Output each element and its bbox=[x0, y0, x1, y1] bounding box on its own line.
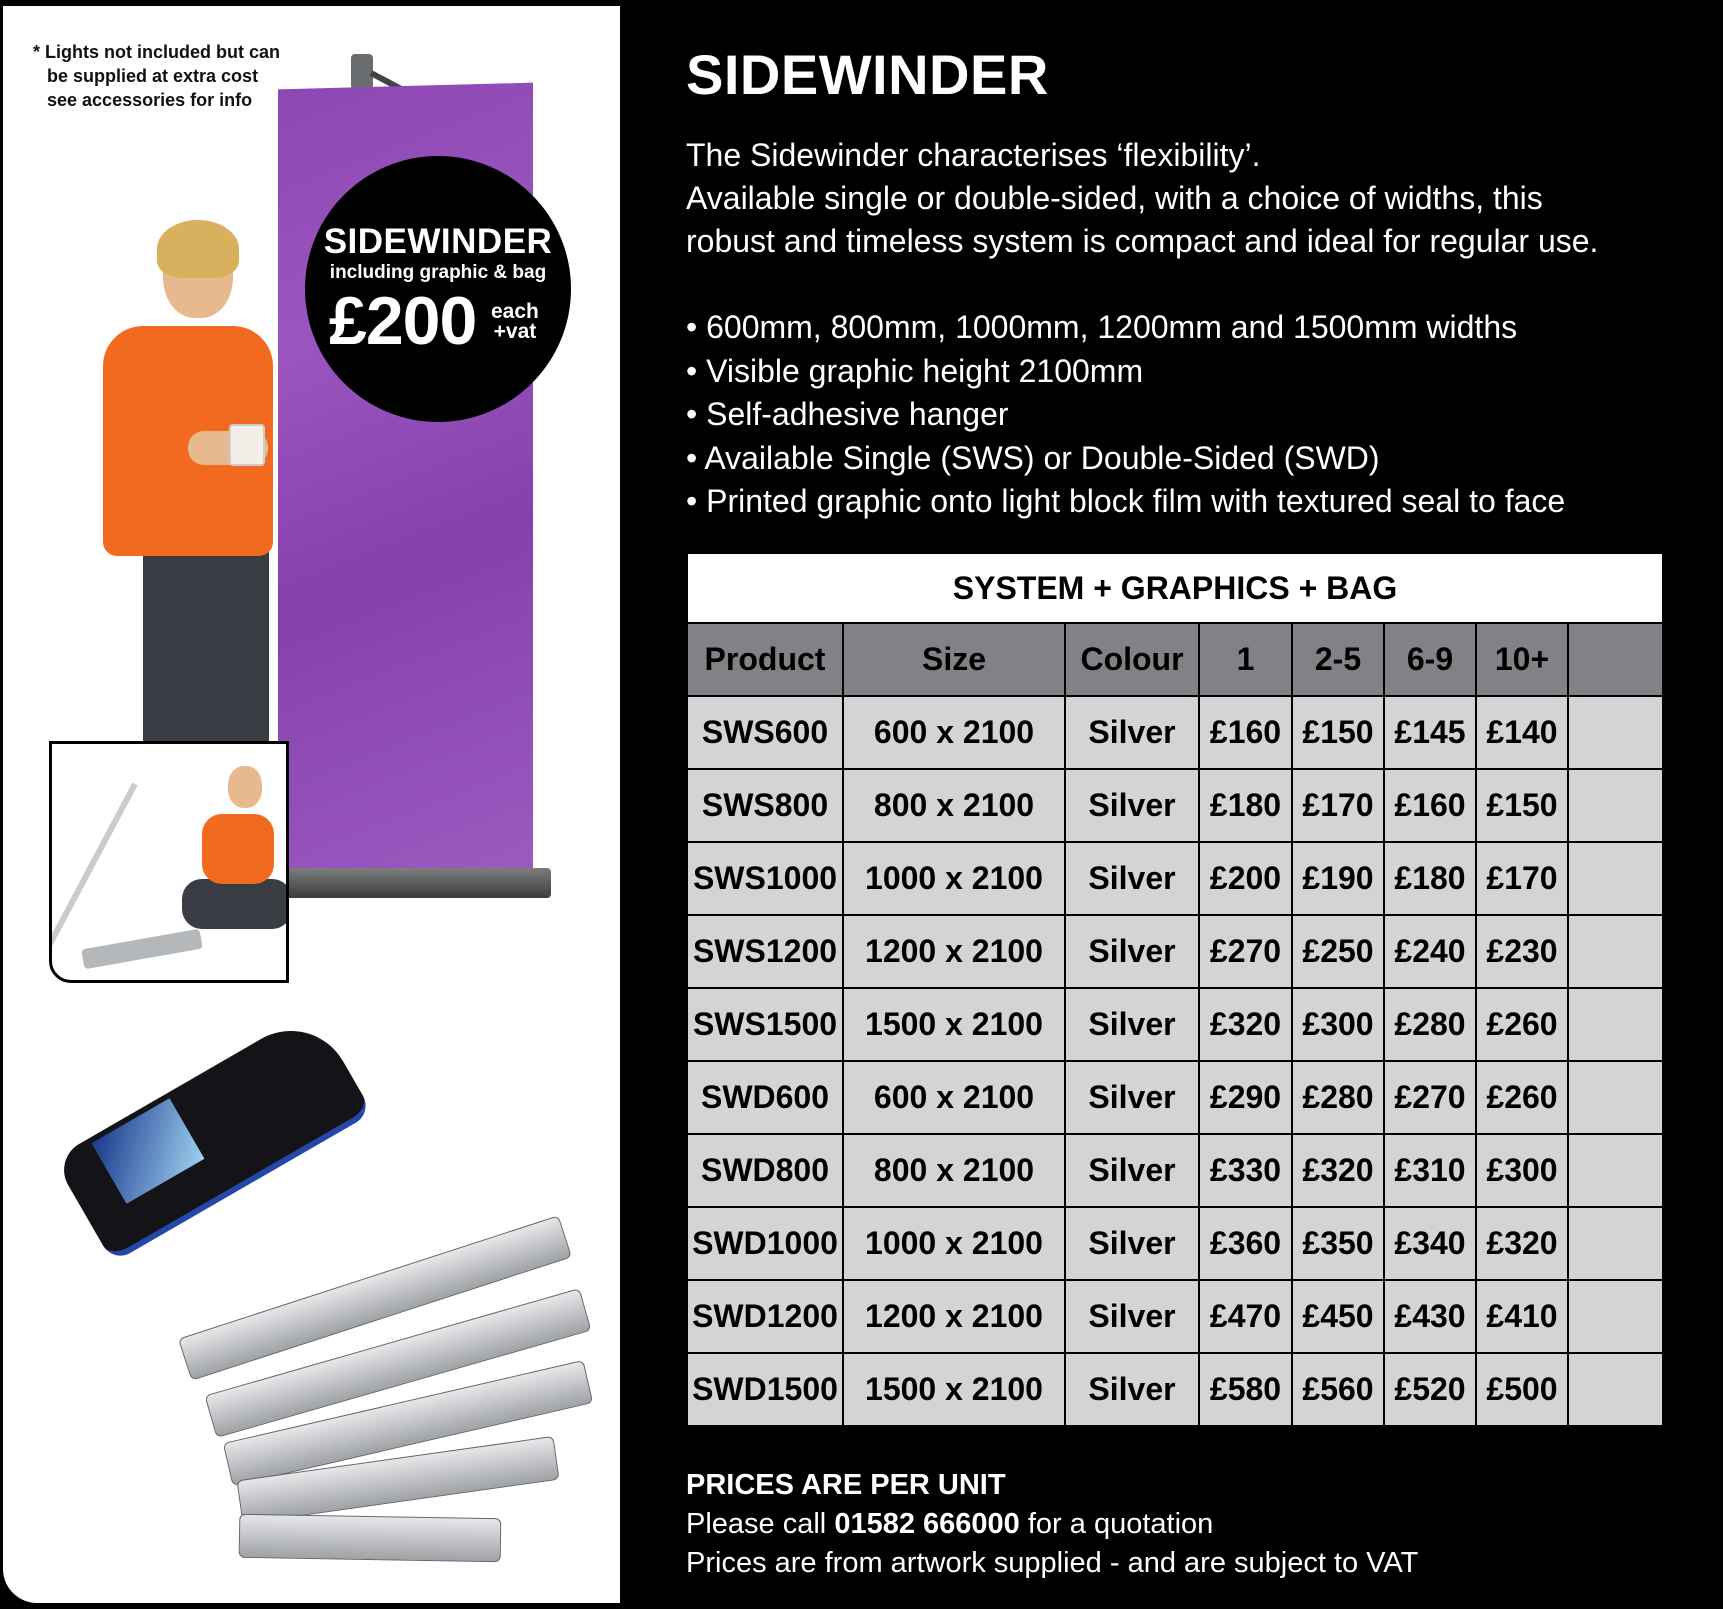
spotlight-image bbox=[351, 54, 373, 90]
table-cell: £340 bbox=[1384, 1207, 1476, 1280]
table-cell: £520 bbox=[1384, 1353, 1476, 1426]
table-cell: Silver bbox=[1065, 1061, 1199, 1134]
table-cell: 800 x 2100 bbox=[843, 769, 1065, 842]
table-cell: £240 bbox=[1384, 915, 1476, 988]
call-prefix: Please call bbox=[686, 1508, 827, 1540]
table-cell: £180 bbox=[1199, 769, 1292, 842]
table-cell: SWS1000 bbox=[687, 842, 843, 915]
intro-line: Available single or double-sided, with a choice of widths, this bbox=[686, 180, 1543, 216]
table-cell bbox=[1568, 842, 1663, 915]
table-cell: £150 bbox=[1476, 769, 1568, 842]
badge-price: £200 bbox=[329, 283, 477, 359]
intro-paragraph bbox=[686, 134, 1686, 263]
table-cell: SWD1200 bbox=[687, 1280, 843, 1353]
table-cell: £170 bbox=[1476, 842, 1568, 915]
table-cell: £170 bbox=[1292, 769, 1384, 842]
table-cell: £310 bbox=[1384, 1134, 1476, 1207]
table-cell bbox=[1568, 1061, 1663, 1134]
table-cell: £410 bbox=[1476, 1280, 1568, 1353]
vat-note: Prices are from artwork supplied - and are subject to VAT bbox=[686, 1547, 1419, 1579]
table-cell: Silver bbox=[1065, 696, 1199, 769]
table-cell: £430 bbox=[1384, 1280, 1476, 1353]
column-header: 1 bbox=[1199, 623, 1292, 696]
table-cell: Silver bbox=[1065, 842, 1199, 915]
table-cell: £160 bbox=[1384, 769, 1476, 842]
table-cell: £350 bbox=[1292, 1207, 1384, 1280]
table-cell: £500 bbox=[1476, 1353, 1568, 1426]
table-cell: 1200 x 2100 bbox=[843, 1280, 1065, 1353]
price-badge bbox=[305, 156, 571, 422]
table-cell: 1500 x 2100 bbox=[843, 1353, 1065, 1426]
table-row bbox=[687, 1134, 1663, 1207]
table-cell: £180 bbox=[1384, 842, 1476, 915]
pole-image bbox=[49, 783, 138, 954]
base-1500-image bbox=[239, 1514, 502, 1563]
assembly-inset-photo bbox=[49, 741, 289, 983]
intro-line: The Sidewinder characterises ‘flexibility’. bbox=[686, 137, 1261, 173]
table-cell: £230 bbox=[1476, 915, 1568, 988]
table-cell: 600 x 2100 bbox=[843, 696, 1065, 769]
column-header bbox=[1568, 623, 1663, 696]
badge-each-vat bbox=[491, 302, 539, 342]
table-cell: £320 bbox=[1199, 988, 1292, 1061]
table-cell bbox=[1568, 915, 1663, 988]
table-cell: 1000 x 2100 bbox=[843, 842, 1065, 915]
table-cell: SWD600 bbox=[687, 1061, 843, 1134]
table-cell: SWS600 bbox=[687, 696, 843, 769]
table-cell: £330 bbox=[1199, 1134, 1292, 1207]
table-cell: £290 bbox=[1199, 1061, 1292, 1134]
footer-heading: PRICES ARE PER UNIT bbox=[686, 1469, 1006, 1501]
table-cell: SWD1500 bbox=[687, 1353, 843, 1426]
table-cell: £300 bbox=[1476, 1134, 1568, 1207]
inset-base-image bbox=[81, 929, 203, 970]
table-row bbox=[687, 988, 1663, 1061]
badge-subtitle: including graphic & bag bbox=[329, 262, 547, 283]
mug-image bbox=[229, 424, 265, 466]
table-cell bbox=[1568, 1353, 1663, 1426]
lights-note-line: be supplied at extra cost bbox=[47, 66, 259, 86]
table-cell: SWS1500 bbox=[687, 988, 843, 1061]
price-table bbox=[686, 552, 1664, 1427]
table-cell: Silver bbox=[1065, 1134, 1199, 1207]
table-cell: £150 bbox=[1292, 696, 1384, 769]
column-header: 10+ bbox=[1476, 623, 1568, 696]
banner-base-image bbox=[285, 868, 551, 898]
table-cell: £280 bbox=[1292, 1061, 1384, 1134]
table-cell: £450 bbox=[1292, 1280, 1384, 1353]
table-cell bbox=[1568, 1280, 1663, 1353]
table-cell: Silver bbox=[1065, 1353, 1199, 1426]
table-cell: £360 bbox=[1199, 1207, 1292, 1280]
quotation-line bbox=[686, 1505, 1686, 1544]
table-cell: Silver bbox=[1065, 915, 1199, 988]
table-body bbox=[687, 696, 1663, 1426]
table-header-row bbox=[687, 623, 1663, 696]
column-header: Product bbox=[687, 623, 843, 696]
table-cell bbox=[1568, 988, 1663, 1061]
table-row bbox=[687, 696, 1663, 769]
table-cell: £470 bbox=[1199, 1280, 1292, 1353]
table-cell bbox=[1568, 696, 1663, 769]
table-row bbox=[687, 1207, 1663, 1280]
call-suffix: for a quotation bbox=[1027, 1508, 1214, 1540]
person-image-hair bbox=[157, 220, 239, 278]
table-cell: SWD800 bbox=[687, 1134, 843, 1207]
table-cell: £250 bbox=[1292, 915, 1384, 988]
column-header: 2-5 bbox=[1292, 623, 1384, 696]
table-cell: £260 bbox=[1476, 1061, 1568, 1134]
table-cell: Silver bbox=[1065, 1207, 1199, 1280]
table-row bbox=[687, 769, 1663, 842]
feature-item: • Printed graphic onto light block film with textured seal to face bbox=[686, 480, 1696, 524]
column-header: Size bbox=[843, 623, 1065, 696]
table-cell: 1000 x 2100 bbox=[843, 1207, 1065, 1280]
table-cell: £260 bbox=[1476, 988, 1568, 1061]
person-image-legs bbox=[143, 546, 269, 746]
assembling-person-legs bbox=[182, 879, 289, 929]
table-cell: £300 bbox=[1292, 988, 1384, 1061]
phone-number: 01582 666000 bbox=[834, 1508, 1020, 1540]
carry-bag-image bbox=[53, 1009, 373, 1263]
table-cell: SWS1200 bbox=[687, 915, 843, 988]
table-row bbox=[687, 842, 1663, 915]
table-row bbox=[687, 915, 1663, 988]
feature-item: • 600mm, 800mm, 1000mm, 1200mm and 1500mm widths bbox=[686, 306, 1696, 350]
table-cell: £190 bbox=[1292, 842, 1384, 915]
table-cell bbox=[1568, 769, 1663, 842]
table-cell: £145 bbox=[1384, 696, 1476, 769]
table-cell: £270 bbox=[1199, 915, 1292, 988]
table-caption-row bbox=[687, 553, 1663, 623]
assembling-person-head bbox=[228, 766, 262, 808]
table-cell: 1200 x 2100 bbox=[843, 915, 1065, 988]
table-cell: 1500 x 2100 bbox=[843, 988, 1065, 1061]
table-caption: SYSTEM + GRAPHICS + BAG bbox=[687, 553, 1663, 623]
lights-note-line: see accessories for info bbox=[47, 90, 253, 110]
product-image-panel bbox=[3, 6, 620, 1603]
page-title: SIDEWINDER bbox=[686, 43, 1049, 106]
table-row bbox=[687, 1280, 1663, 1353]
table-cell: £160 bbox=[1199, 696, 1292, 769]
table-cell: Silver bbox=[1065, 1280, 1199, 1353]
feature-list bbox=[686, 306, 1696, 524]
table-cell bbox=[1568, 1134, 1663, 1207]
table-cell: Silver bbox=[1065, 769, 1199, 842]
badge-each: each bbox=[491, 300, 539, 323]
feature-item: • Self-adhesive hanger bbox=[686, 393, 1696, 437]
table-cell: £560 bbox=[1292, 1353, 1384, 1426]
column-header: 6-9 bbox=[1384, 623, 1476, 696]
table-cell: £320 bbox=[1292, 1134, 1384, 1207]
intro-line: robust and timeless system is compact and ideal for regular use. bbox=[686, 223, 1599, 259]
table-cell: £580 bbox=[1199, 1353, 1292, 1426]
table-cell: £200 bbox=[1199, 842, 1292, 915]
table-cell: £270 bbox=[1384, 1061, 1476, 1134]
table-cell: SWD1000 bbox=[687, 1207, 843, 1280]
table-cell bbox=[1568, 1207, 1663, 1280]
table-cell: £140 bbox=[1476, 696, 1568, 769]
badge-title: SIDEWINDER bbox=[323, 222, 553, 261]
feature-item: • Visible graphic height 2100mm bbox=[686, 350, 1696, 394]
table-row bbox=[687, 1353, 1663, 1426]
table-cell: 800 x 2100 bbox=[843, 1134, 1065, 1207]
table-cell: 600 x 2100 bbox=[843, 1061, 1065, 1134]
lights-note-line: * Lights not included but can bbox=[33, 42, 280, 62]
feature-item: • Available Single (SWS) or Double-Sided (SWD) bbox=[686, 437, 1696, 481]
table-cell: Silver bbox=[1065, 988, 1199, 1061]
table-cell: £280 bbox=[1384, 988, 1476, 1061]
table-cell: SWS800 bbox=[687, 769, 843, 842]
table-row bbox=[687, 1061, 1663, 1134]
pricing-footer bbox=[686, 1466, 1686, 1583]
badge-vat: +vat bbox=[493, 320, 537, 343]
table-cell: £320 bbox=[1476, 1207, 1568, 1280]
column-header: Colour bbox=[1065, 623, 1199, 696]
assembling-person-torso bbox=[202, 814, 274, 884]
